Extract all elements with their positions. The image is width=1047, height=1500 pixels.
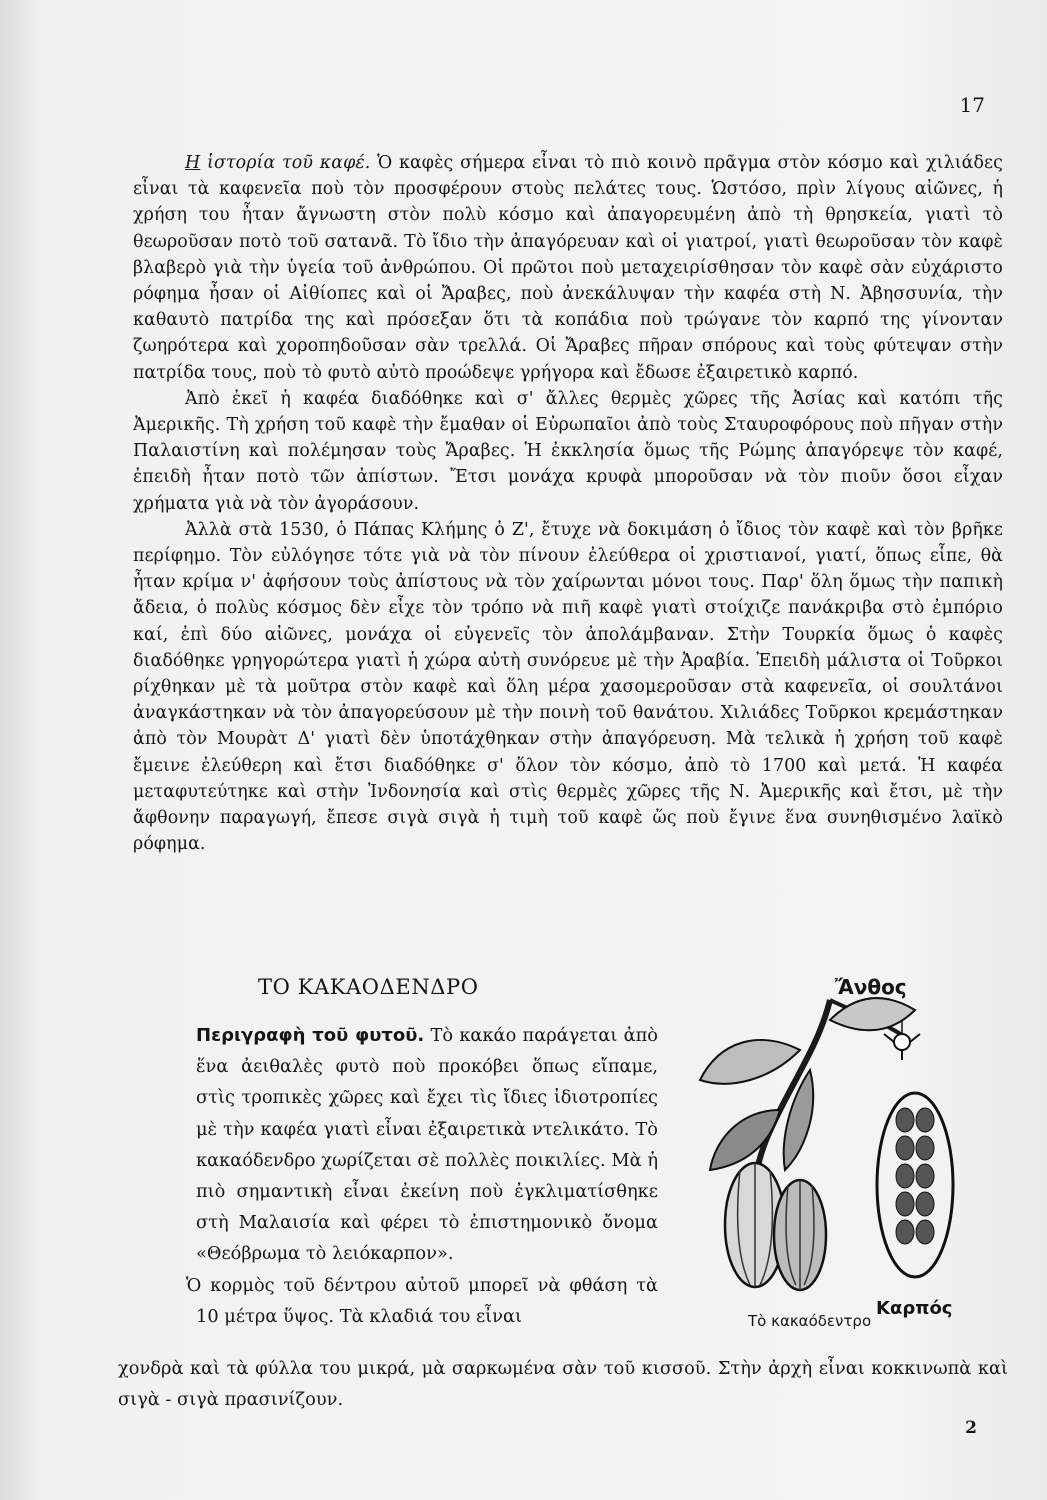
history-title bbox=[185, 153, 370, 173]
cacao-paragraph-2-column: Ὁ κορμὸς τοῦ δέντρου αὐτοῦ μπορεῖ νὰ φθάση τὰ 10 μέτρα ὕψος. Τὰ κλαδιά του εἶναι bbox=[186, 1274, 658, 1327]
printer-signature: 2 bbox=[965, 1418, 977, 1438]
flower-label: Ἄνθος bbox=[835, 975, 907, 999]
figure-caption: Τὸ κακαόδεντρο bbox=[748, 1312, 872, 1330]
cacao-tree-illustration bbox=[680, 975, 980, 1330]
cacao-subhead: Περιγραφὴ τοῦ φυτοῦ. bbox=[196, 1025, 425, 1046]
cacao-paragraph-1-text: Τὸ κακάο παράγεται ἀπὸ ἕνα ἀειθαλὲς φυτὸ ποὺ προκόβει ὅπως εἴπαμε, στὶς τροπικὲς χῶρες καὶ ἔχει τὶς ἴδιες ἰδιοτροπίες μὲ τὴν καφέα γιατὶ εἶναι ἐξαιρετικὰ ντελικάτο. Τὸ κακαόδενδρο χωρίζεται σὲ πολλὲς ποικιλίες. Μὰ ἡ πιὸ σημαντικὴ εἶναι ἐκείνη ποὺ ἐγκλιματίσθηκε στὴ Μαλαισία καὶ φέρει τὸ ἐπιστημονικὸ ὄνομα «Θεόβρωμα τὸ λειόκαρπον». bbox=[196, 1025, 658, 1265]
fruit-label: Καρπός bbox=[876, 1298, 953, 1319]
page-number: 17 bbox=[959, 93, 985, 117]
coffee-history-text bbox=[133, 150, 1003, 857]
history-title-initial: Η bbox=[185, 153, 201, 173]
history-paragraph-1 bbox=[133, 150, 1003, 386]
cacao-paragraph-1 bbox=[196, 1020, 658, 1270]
history-paragraph-2: Ἀπὸ ἐκεῖ ἡ καφέα διαδόθηκε καὶ σ' ἄλλες θερμὲς χῶρες τῆς Ἀσίας καὶ κατόπι τῆς Ἀμερικῆς. Τὴ χρήση τοῦ καφὲ τὴν ἔμαθαν οἱ Εὐρωπαῖοι ἀπὸ τοὺς Σταυροφόρους ποὺ πῆγαν στὴν Παλαιστίνη καὶ πολέμησαν τοὺς Ἄραβες. Ἡ ἐκκλησία ὅμως τῆς Ρώμης ἀπαγόρεψε τὸν καφέ, ἐπειδὴ ἦταν ποτὸ τῶν ἀπίστων. Ἔτσι μονάχα κρυφὰ μποροῦσαν νὰ τὸν πιοῦν ὅσοι εἶχαν χρήματα γιὰ νὰ τὸν ἀγοράσουν. bbox=[133, 388, 1003, 514]
history-title-rest: ἱστορία τοῦ καφέ. bbox=[200, 153, 371, 173]
cacao-drawing bbox=[680, 980, 980, 1330]
cacao-paragraph-2-full: χονδρὰ καὶ τὰ φύλλα του μικρά, μὰ σαρκωμένα σὰν τοῦ κισσοῦ. Στὴν ἀρχὴ εἶναι κοκκινωπὰ καὶ σιγὰ - σιγὰ πρασινίζουν. bbox=[118, 1358, 1008, 1410]
history-paragraph-3: Ἀλλὰ στὰ 1530, ὁ Πάπας Κλήμης ὁ Ζ', ἔτυχε νὰ δοκιμάση ὁ ἴδιος τὸν καφὲ καὶ τὸν βρῆκε περίφημο. Τὸν εὐλόγησε τότε γιὰ νὰ τὸν πίνουν ἐλεύθερα οἱ χριστιανοί, γιατί, ὅπως εἶπε, θὰ ἦταν κρίμα ν' ἀφήσουν τοὺς ἀπίστους νὰ τὸν χαίρωνται μόνοι τους. Παρ' ὅλη ὅμως τὴν παπικὴ ἄδεια, ὁ πολὺς κόσμος δὲν εἶχε τὸν τρόπο νὰ πιῆ καφὲ γιατὶ στοίχιζε πανάκριβα στὸ ἐμπόριο καί, ἐπὶ δύο αἰῶνες, μονάχα οἱ εὐγενεῖς τὸν ἀπολάμβαναν. Στὴν Τουρκία ὅμως ὁ καφὲς διαδόθηκε γρηγορώτερα γιατὶ ἡ χώρα αὐτὴ συνόρευε μὲ τὴν Ἀραβία. Ἐπειδὴ μάλιστα οἱ Τοῦρκοι ρίχθηκαν μὲ τὰ μοῦτρα στὸν καφὲ καὶ ὅλη μέρα χασομεροῦσαν στὰ καφενεῖα, οἱ σουλτάνοι ἀναγκάστηκαν νὰ τὸν ἀπαγορεύσουν μὲ τὴν ποινὴ τοῦ θανάτου. Χιλιάδες Τοῦρκοι κρεμάστηκαν ἀπὸ τὸν Μουρὰτ Δ' γιατὶ δὲν ὑποτάχθηκαν στὴν ἀπαγόρευση. Μὰ τελικὰ ἡ χρήση τοῦ καφὲ ἔμεινε ἐλεύθερη καὶ ἔτσι διαδόθηκε σ' ὅλον τὸν κόσμο, ἀπὸ τὸ 1700 καὶ μετά. Ἡ καφέα μεταφυτεύτηκε καὶ στὴν Ἰνδονησία καὶ στὶς θερμὲς χῶρες τῆς Ν. Ἀμερικῆς καὶ ἔτσι, μὲ τὴν ἄφθονην παραγωγή, ἔπεσε σιγὰ σιγὰ ἡ τιμὴ τοῦ καφὲ ὥς ποὺ ἔγινε ἕνα συνηθισμένο λαϊκὸ ρόφημα. bbox=[133, 519, 1003, 855]
section-title: ΤΟ ΚΑΚΑΟΔΕΝΔΡΟ bbox=[258, 975, 479, 999]
history-paragraph-1-text: Ὁ καφὲς σήμερα εἶναι τὸ πιὸ κοινὸ πρᾶγμα στὸν κόσμο καὶ χιλιάδες εἶναι τὰ καφενεῖα ποὺ τὸν προσφέρουν στοὺς πελάτες τους. Ὡστόσο, πρὶν λίγους αἰῶνες, ἡ χρήση του ἦταν ἄγνωστη στὸν πολὺ κόσμο καὶ ἀπαγορευμένη ἀπὸ τὴ θρησκεία, γιατὶ τὸ θεωροῦσαν ποτὸ τοῦ σατανᾶ. Τὸ ἴδιο τὴν ἀπαγόρευαν καὶ οἱ γιατροί, γιατὶ θεωροῦσαν τὸν καφὲ βλαβερὸ γιὰ τὴν ὑγεία τοῦ ἀνθρώπου. Οἱ πρῶτοι ποὺ μεταχειρίσθησαν τὸν καφὲ σὰν εὐχάριστο ρόφημα ἦσαν οἱ Αἰθίοπες καὶ οἱ Ἄραβες, ποὺ ἀνεκάλυψαν τὴν καφέα στὴ Ν. Ἀβησσυνία, τὴν καθαυτὸ πατρίδα της καὶ πρόσεξαν ὅτι τὰ κοπάδια ποὺ τρώγανε τὸν καρπό της γίνονταν ζωηρότερα καὶ χοροπηδοῦσαν σὰν τρελλά. Οἱ Ἄραβες πῆραν σπόρους καὶ τοὺς φύτεψαν στὴν πατρίδα τους, ποὺ τὸ φυτὸ αὐτὸ προώδεψε γρήγορα καὶ ἔδωσε ἐξαιρετικὸ καρπό. bbox=[133, 153, 1003, 383]
cacao-description-column bbox=[186, 1020, 658, 1332]
